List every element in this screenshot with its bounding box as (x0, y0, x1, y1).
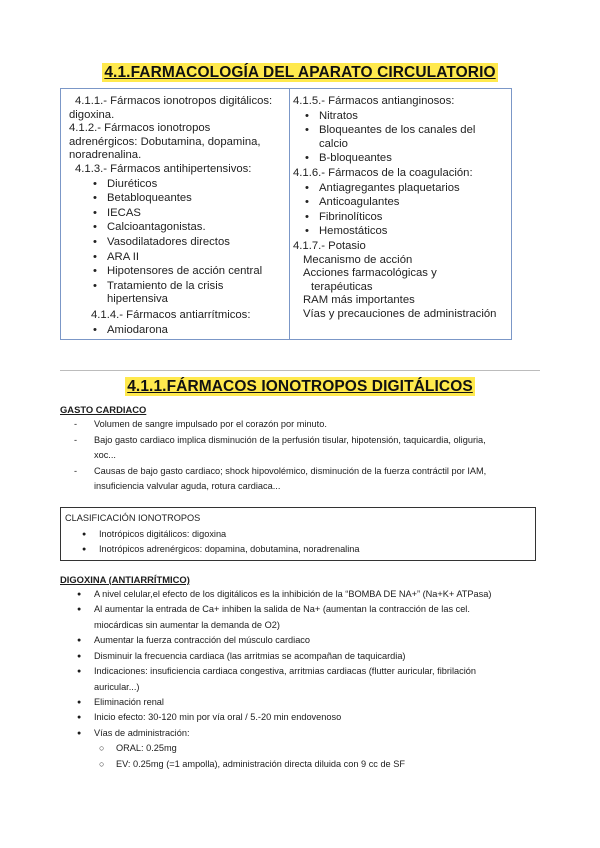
s3-item: • Betabloqueantes (107, 192, 287, 206)
s7-line: Acciones farmacológicas y (303, 267, 437, 280)
clasificacion-item: ● Inotrópicos adrenérgicos: dopamina, dobutamina, noradrenalina (99, 542, 531, 557)
s3-item: • Vasodilatadores directos (107, 236, 287, 250)
s3-title: 4.1.3.- Fármacos antihipertensivos: (75, 162, 252, 175)
clasificacion-item: ● Inotrópicos digitálicos: digoxina (99, 527, 531, 542)
gasto-item: - Causas de bajo gasto cardiaco; shock hipovolémico, disminución de la fuerza contráctil por IAM, (94, 464, 540, 479)
slide-left-column (69, 95, 287, 338)
s1-title: 4.1.1.- Fármacos ionotropos digitálicos: (75, 95, 273, 107)
digoxina-item: ● Eliminación renal (94, 695, 540, 710)
s6-item: • Hemostáticos (319, 225, 508, 239)
s3-item-continuation: hipertensiva (107, 293, 168, 306)
s5-item-continuation: calcio (319, 137, 348, 150)
s3-item: • Diuréticos (107, 178, 287, 192)
slide-right-column (293, 95, 508, 322)
gasto-item-continuation: insuficiencia valvular aguda, rotura cardiaca... (94, 481, 281, 492)
gasto-item: - Volumen de sangre impulsado por el corazón por minuto. (94, 417, 540, 432)
clasificacion-box (60, 507, 536, 560)
s5-item: • B-bloqueantes (319, 152, 508, 166)
s7-line: Vías y precauciones de administración (303, 307, 497, 320)
digoxina-item-continuation: auricular...) (94, 681, 140, 692)
gasto-heading: GASTO CARDIACO (60, 404, 147, 415)
s7-line: RAM más importantes (303, 294, 415, 307)
digoxina-list-b (60, 633, 540, 679)
digoxina-item: ● Indicaciones: insuficiencia cardiaca congestiva, arritmias cardiacas (flutter auricular, fibrilación (94, 664, 540, 679)
s3-item: • Calcioantagonistas. (107, 221, 287, 235)
via-item: ○ ORAL: 0.25mg (116, 741, 540, 756)
s5-list (293, 110, 508, 138)
s4-item: • Amiodarona (107, 324, 287, 338)
section-title-wrap (0, 378, 600, 396)
main-title-wrap (0, 64, 600, 82)
s7-line: Mecanismo de acción (303, 253, 413, 266)
s6-title: 4.1.6.- Fármacos de la coagulación: (293, 166, 473, 179)
digoxina-item-continuation: miocárdicas sin aumentar la demanda de O2) (94, 619, 280, 630)
s5-list-b (293, 152, 508, 166)
section-title: 4.1.1.FÁRMACOS IONOTROPOS DIGITÁLICOS (127, 378, 473, 395)
s2-line3: noradrenalina. (69, 149, 142, 162)
s3-item: • IECAS (107, 207, 287, 221)
slide-column-divider (289, 89, 290, 339)
gasto-list (60, 417, 540, 448)
main-title: 4.1.FARMACOLOGÍA DEL APARATO CIRCULATORIO (104, 64, 496, 81)
gasto-item: - Bajo gasto cardiaco implica disminución de la perfusión tisular, hipotensión, taquicardia, oliguria, (94, 433, 540, 448)
s4-title: 4.1.4.- Fármacos antiarrítmicos: (91, 308, 251, 321)
s3-item: • ARA II (107, 251, 287, 265)
digoxina-heading: DIGOXINA (ANTIARRÍTMICO) (60, 573, 190, 585)
s3-item: • Tratamiento de la crisis (107, 280, 287, 294)
digoxina-item: ● Vías de administración: (94, 726, 540, 741)
digoxina-list-c (60, 695, 540, 741)
s1-line2: digoxina. (69, 108, 115, 121)
digoxina-item: ● A nivel celular,el efecto de los digitálicos es la inhibición de la “BOMBA DE NA+” (Na+K+ ATPasa) (94, 587, 540, 602)
vias-list (60, 741, 540, 772)
s5-title: 4.1.5.- Fármacos antianginosos: (293, 95, 455, 107)
digoxina-item: ● Al aumentar la entrada de Ca+ inhiben la salida de Na+ (aumentan la contracción de las cel. (94, 602, 540, 617)
clasificacion-heading: CLASIFICACIÓN IONOTROPOS (65, 513, 201, 524)
s5-item: • Nitratos (319, 110, 508, 124)
clasificacion-list (65, 527, 531, 558)
slide-index-box (60, 88, 512, 340)
s6-item: • Anticoagulantes (319, 196, 508, 210)
via-item: ○ EV: 0.25mg (=1 ampolla), administración directa diluida con 9 cc de SF (116, 757, 540, 772)
s2-line2: adrenérgicos: Dobutamina, dopamina, (69, 135, 261, 148)
s7-title: 4.1.7.- Potasio (293, 239, 366, 252)
s6-list (293, 182, 508, 239)
s2-title: 4.1.2.- Fármacos ionotropos (69, 122, 211, 135)
s3-item: • Hipotensores de acción central (107, 265, 287, 279)
gasto-list-b (60, 464, 540, 479)
s3-list (69, 178, 287, 294)
gasto-item-continuation: xoc... (94, 450, 116, 461)
digoxina-item: ● Aumentar la fuerza contracción del músculo cardiaco (94, 633, 540, 648)
s5-item: • Bloqueantes de los canales del (319, 124, 508, 138)
s4-list (69, 324, 287, 338)
notes-content (60, 402, 540, 772)
s7-line: terapéuticas (311, 280, 373, 293)
s6-item: • Antiagregantes plaquetarios (319, 182, 508, 196)
digoxina-item: ● Inicio efecto: 30-120 min por vía oral / 5.-20 min endovenoso (94, 710, 540, 725)
horizontal-divider (60, 370, 540, 371)
digoxina-item: ● Disminuir la frecuencia cardiaca (las arritmias se acompañan de taquicardia) (94, 649, 540, 664)
digoxina-list (60, 587, 540, 618)
s6-item: • Fibrinolíticos (319, 211, 508, 225)
